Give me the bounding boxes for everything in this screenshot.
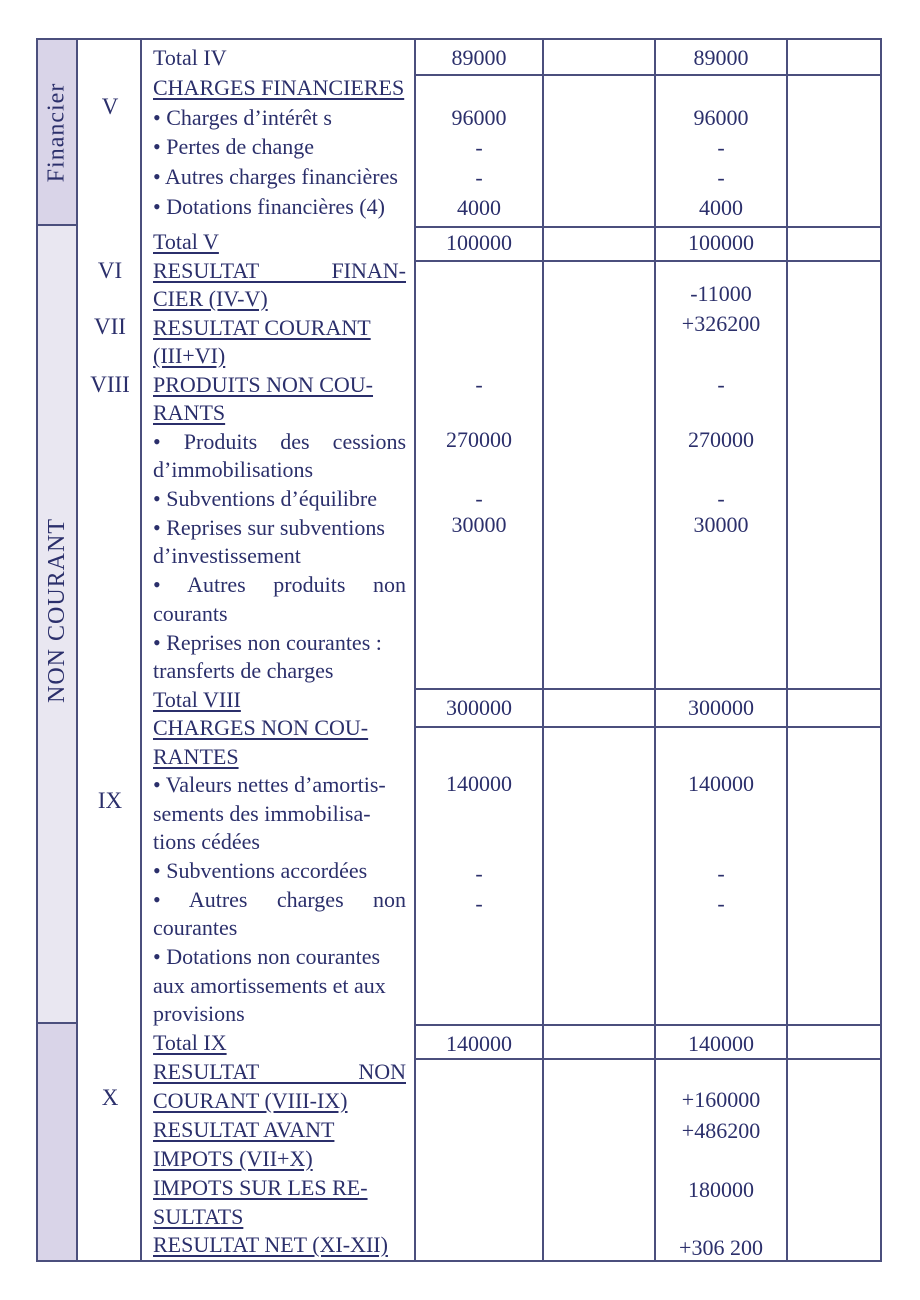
value-resultat-non-courant-col3: +160000 xyxy=(681,1087,761,1112)
label-subventions-equilibre: • Subventions d’équilibre xyxy=(153,486,378,511)
value-subventions-equilibre-col3: - xyxy=(717,486,725,511)
side-divider-2 xyxy=(36,1022,78,1024)
label-resultat-financier-2: CIER (IV-V) xyxy=(153,286,268,311)
label-reprises-non-courantes-2: transferts de charges xyxy=(153,658,334,683)
value-impots-col3: 180000 xyxy=(688,1177,754,1202)
label-produits-non-courants-2: RANTS xyxy=(153,400,226,425)
roman-ix: IX xyxy=(97,788,123,813)
label-dotations-financieres: • Dotations financières (4) xyxy=(153,194,385,219)
value-resultat-net-col3: +306 200 xyxy=(679,1235,763,1260)
section-label-non-courant xyxy=(38,460,76,760)
label-resultat-courant-2: (III+VI) xyxy=(153,343,226,368)
roman-x: X xyxy=(101,1085,119,1110)
label-valeurs-nettes-1: • Valeurs nettes d’amortis- xyxy=(153,772,386,797)
value-reprises-subventions-col3: 30000 xyxy=(693,512,749,537)
label-produits-cessions-2: d’immobilisations xyxy=(153,457,314,482)
value-total-v-col3: 100000 xyxy=(688,230,754,255)
value-subventions-accordees-col1: - xyxy=(475,861,483,886)
label-dotations-nc-2: aux amortissements et aux xyxy=(153,973,386,998)
value-total-viii-col1: 300000 xyxy=(446,695,512,720)
label-impots-1: IMPOTS SUR LES RE- xyxy=(153,1175,368,1200)
value-charges-interet-col1: 96000 xyxy=(451,105,507,130)
value-autres-charges-nc-col3: - xyxy=(717,891,725,916)
value-reprises-subventions-col1: 30000 xyxy=(451,512,507,537)
col-divider-4 xyxy=(542,38,544,1262)
value-pertes-change-col3: - xyxy=(717,135,725,160)
section-label-non-courant-text: NON COURANT xyxy=(43,517,70,703)
label-impots-2: SULTATS xyxy=(153,1204,244,1229)
roman-v: V xyxy=(101,94,119,119)
label-total-viii: Total VIII xyxy=(153,687,241,712)
row-line-total-v-bottom xyxy=(414,260,882,262)
col-divider-2 xyxy=(140,38,142,1262)
label-charges-non-courantes-2: RANTES xyxy=(153,744,239,769)
value-total-v-col1: 100000 xyxy=(446,230,512,255)
value-total-viii-col3: 300000 xyxy=(688,695,754,720)
label-reprises-subventions-2: d’investissement xyxy=(153,543,301,568)
label-valeurs-nettes-3: tions cédées xyxy=(153,829,260,854)
value-autres-charges-nc-col1: - xyxy=(475,891,483,916)
roman-viii: VIII xyxy=(90,372,130,397)
col-divider-6 xyxy=(786,38,788,1262)
label-resultat-net: RESULTAT NET (XI-XII) xyxy=(153,1232,388,1257)
value-resultat-avant-impots-col3: +486200 xyxy=(681,1118,761,1143)
label-resultat-courant-1: RESULTAT COURANT xyxy=(153,315,371,340)
value-total-ix-col3: 140000 xyxy=(688,1031,754,1056)
row-line-total-v-top xyxy=(414,226,882,228)
label-autres-produits-1: • Autres produits non xyxy=(153,572,406,597)
value-total-iv-col1: 89000 xyxy=(451,45,507,70)
value-resultat-courant-col3: +326200 xyxy=(681,311,761,336)
value-charges-interet-col3: 96000 xyxy=(693,105,749,130)
roman-vii: VII xyxy=(94,314,126,339)
label-produits-cessions-1: • Produits des cessions xyxy=(153,429,406,454)
label-dotations-nc-1: • Dotations non courantes xyxy=(153,944,381,969)
value-subventions-equilibre-col1: - xyxy=(475,486,483,511)
label-resultat-avant-impots-2: IMPOTS (VII+X) xyxy=(153,1146,313,1171)
label-valeurs-nettes-2: sements des immobilisa- xyxy=(153,801,371,826)
row-line-total-viii-top xyxy=(414,688,882,690)
label-charges-non-courantes-1: CHARGES NON COU- xyxy=(153,715,369,740)
label-resultat-non-courant-1: RESULTAT NON xyxy=(153,1059,406,1084)
value-produits-nc-col3: - xyxy=(717,372,725,397)
value-total-ix-col1: 140000 xyxy=(446,1031,512,1056)
value-pertes-change-col1: - xyxy=(475,135,483,160)
roman-vi: VI xyxy=(97,258,123,283)
value-subventions-accordees-col3: - xyxy=(717,861,725,886)
value-total-iv-col3: 89000 xyxy=(693,45,749,70)
label-resultat-financier-1: RESULTAT FINAN- xyxy=(153,258,406,283)
value-resultat-financier-col3: -11000 xyxy=(690,281,752,306)
label-charges-interet: • Charges d’intérêt s xyxy=(153,105,332,130)
value-produits-nc-col1: - xyxy=(475,372,483,397)
label-autres-produits-2: courants xyxy=(153,601,228,626)
label-autres-charges-nc-1: • Autres charges non xyxy=(153,887,406,912)
row-line-total-ix-bottom xyxy=(414,1058,882,1060)
value-dotations-fin-col1: 4000 xyxy=(457,195,501,220)
label-autres-charges-financieres: • Autres charges financières xyxy=(153,164,398,189)
section-label-financier-text: Financier xyxy=(43,82,70,182)
label-produits-non-courants-1: PRODUITS NON COU- xyxy=(153,372,374,397)
label-resultat-non-courant-2: COURANT (VIII-IX) xyxy=(153,1088,348,1113)
label-charges-financieres: CHARGES FINANCIERES xyxy=(153,75,405,100)
value-autres-charges-fin-col3: - xyxy=(717,165,725,190)
side-divider-1 xyxy=(36,224,78,226)
label-total-v: Total V xyxy=(153,229,219,254)
label-total-iv: Total IV xyxy=(153,45,227,70)
label-reprises-subventions-1: • Reprises sur subventions xyxy=(153,515,385,540)
value-valeurs-nettes-col3: 140000 xyxy=(688,771,754,796)
value-valeurs-nettes-col1: 140000 xyxy=(446,771,512,796)
row-line-total-iv xyxy=(414,74,882,76)
label-autres-charges-nc-2: courantes xyxy=(153,915,238,940)
value-autres-charges-fin-col1: - xyxy=(475,165,483,190)
section-label-financier xyxy=(38,40,76,224)
label-resultat-avant-impots-1: RESULTAT AVANT xyxy=(153,1117,335,1142)
label-dotations-nc-3: provisions xyxy=(153,1001,245,1026)
col-divider-1 xyxy=(76,38,78,1262)
label-subventions-accordees: • Subventions accordées xyxy=(153,858,368,883)
label-reprises-non-courantes-1: • Reprises non courantes : xyxy=(153,630,382,655)
value-produits-cessions-col3: 270000 xyxy=(688,427,754,452)
label-pertes-change: • Pertes de change xyxy=(153,134,315,159)
row-line-total-ix-top xyxy=(414,1024,882,1026)
value-dotations-fin-col3: 4000 xyxy=(699,195,743,220)
label-total-ix: Total IX xyxy=(153,1030,227,1055)
value-produits-cessions-col1: 270000 xyxy=(446,427,512,452)
row-line-total-viii-bottom xyxy=(414,726,882,728)
